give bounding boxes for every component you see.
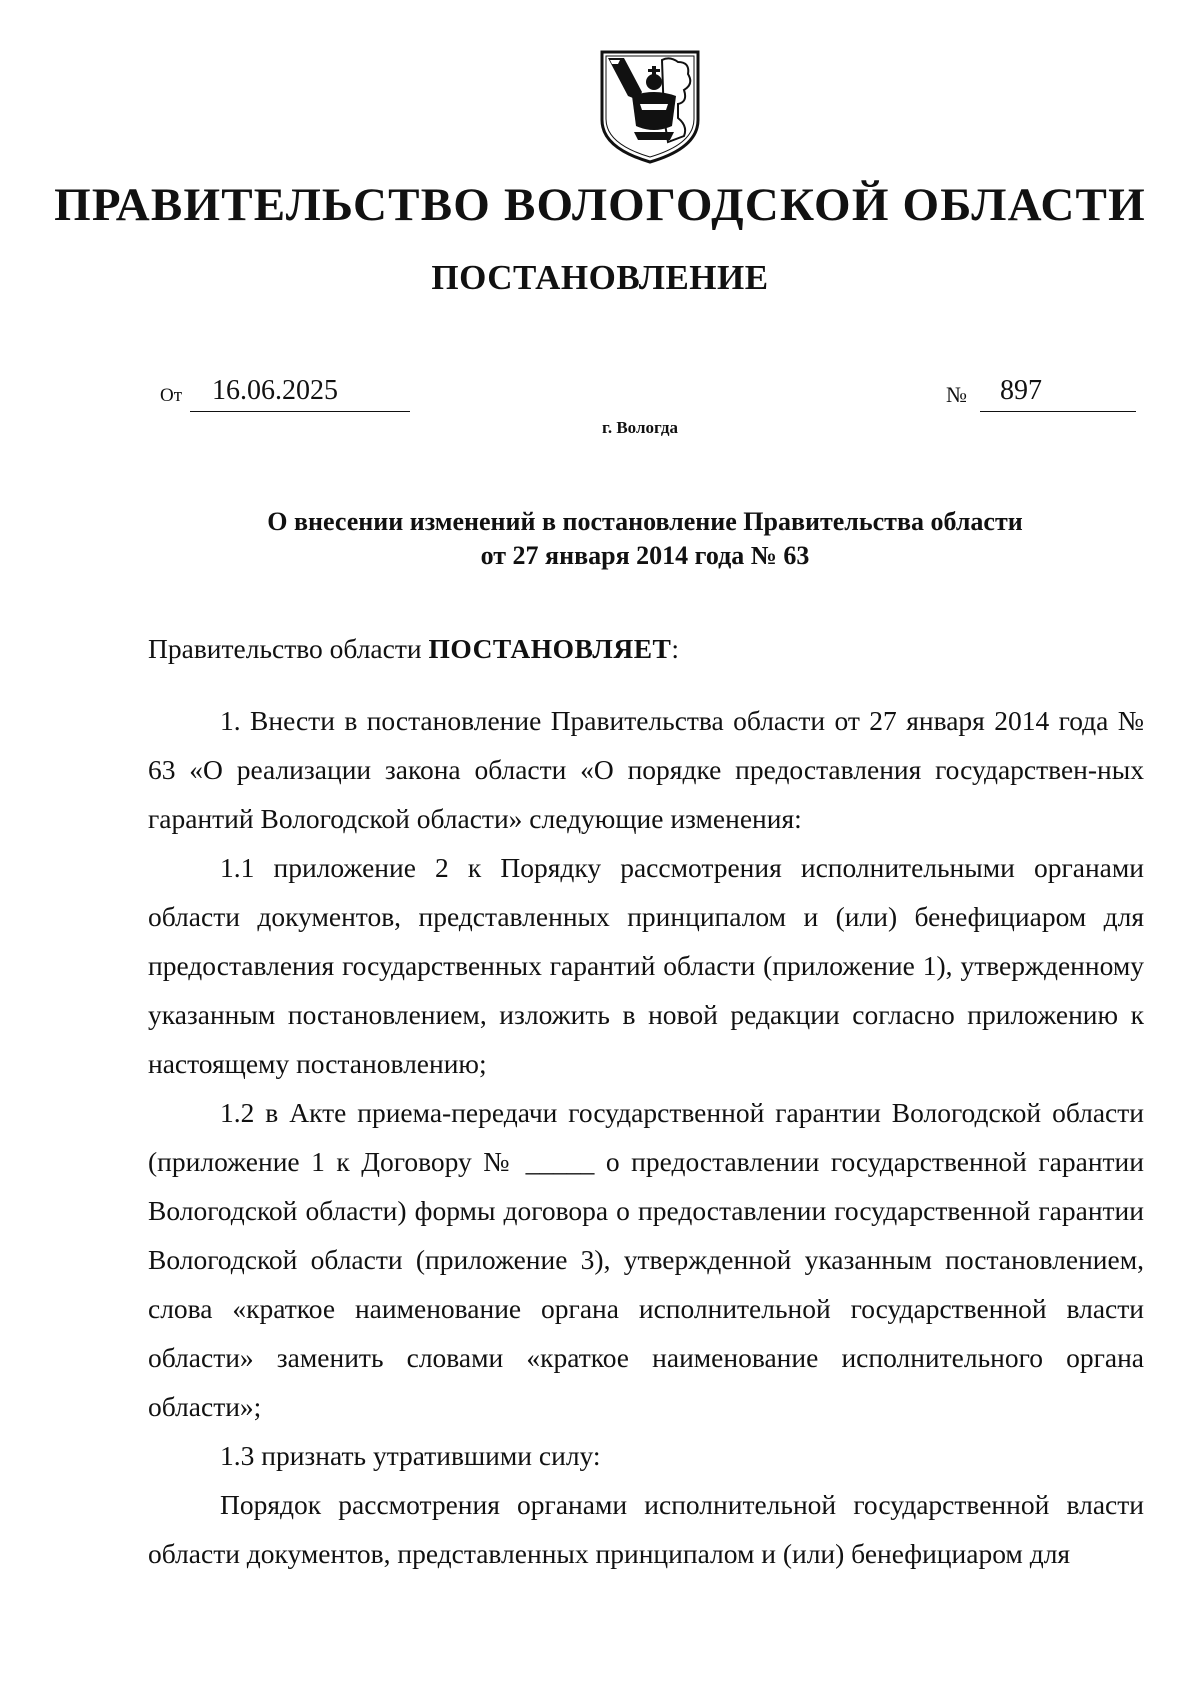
city-label: г. Вологда bbox=[602, 418, 678, 437]
preamble bbox=[148, 624, 1144, 673]
paragraph-1-2: 1.2 в Акте приема-передачи государственной гарантии Вологодской области (приложение 1 к Договору № _____ о предоставлении государственной гарантии Вологодской области) формы договора о предоставлении государственной гарантии Вологодской области (приложение 3), утвержденной указанным постановлением, слова «краткое наименование органа исполнительной государственной власти области» заменить словами «краткое наименование исполнительного органа области»; bbox=[148, 1097, 1144, 1422]
document-subject bbox=[0, 505, 1200, 573]
preamble-text: Правительство области bbox=[148, 633, 429, 664]
paragraph-1-3-text: Порядок рассмотрения органами исполнительной государственной власти области документов, представленных принципалом и (или) бенефициаром для bbox=[148, 1489, 1144, 1569]
paragraph-1-1: 1.1 приложение 2 к Порядку рассмотрения исполнительными органами области документов, представленных принципалом и (или) бенефициаром для предоставления государственных гарантий области (приложение 1), утвержденному указанным постановлением, изложить в новой редакции согласно приложению к настоящему постановлению; bbox=[148, 852, 1144, 1079]
preamble-decree-word: ПОСТАНОВЛЯЕТ bbox=[428, 633, 672, 664]
government-title: ПРАВИТЕЛЬСТВО ВОЛОГОДСКОЙ ОБЛАСТИ bbox=[54, 179, 1146, 231]
subject-line-1: О внесении изменений в постановление Правительства области bbox=[267, 507, 1023, 536]
date-prefix: От bbox=[160, 385, 183, 406]
coat-of-arms-icon bbox=[598, 48, 702, 166]
subject-line-2: от 27 января 2014 года № 63 bbox=[480, 541, 810, 570]
document-type: ПОСТАНОВЛЕНИЕ bbox=[431, 258, 769, 297]
number-prefix: № bbox=[946, 382, 967, 407]
paragraph-1-3: 1.3 признать утратившими силу: bbox=[220, 1440, 601, 1471]
preamble-colon: : bbox=[671, 633, 680, 664]
paragraph-1: 1. Внести в постановление Правительства области от 27 января 2014 года № 63 «О реализации закона области «О порядке предоставления государствен-ных гарантий Вологодской области» следующие изменения: bbox=[148, 705, 1144, 834]
document-date: 16.06.2025 bbox=[190, 374, 410, 412]
document-body bbox=[148, 624, 1144, 1578]
document-number: 897 bbox=[980, 374, 1136, 412]
